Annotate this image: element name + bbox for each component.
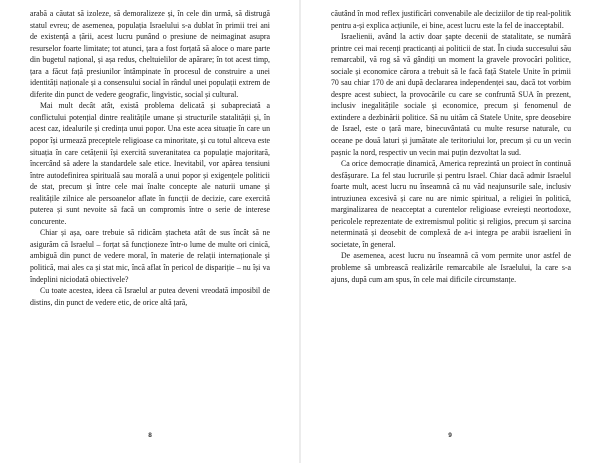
paragraph: arabă a căutat să izoleze, să demoralizeze și, în cele din urmă, să distrugă statul evreu; de asemenea, populația Israelului s-a dublat în primii trei ani de existență a țării, acest lucru punând o presiune de neimaginat asupra resurselor foarte limitate; tot atunci, țara a fost forțată să aloce o mare parte din bugetul național, și așa redus, cheltuielilor de apărare; în tot acest timp, țara a făcut față presiunilor întâmpinate în procesul de construire a unei identități naționale și a consensului social în rândul unei populații extrem de diferite din punct de vedere geografic, lingvistic, social și cultural. (30, 9, 270, 99)
left-page-text (30, 8, 270, 308)
paragraph: căutând în mod reflex justificări convenabile ale deciziilor de tip real-politik pentru a-și explica acțiunile, ei bine, acest lucru este la fel de inacceptabil. (331, 9, 571, 30)
paragraph: Chiar și așa, oare trebuie să ridicăm ștacheta atât de sus încât să ne asigurăm că Israelul – forțat să funcționeze într-o lume de multe ori cinică, ambiguă din punct de vedere moral, în materie de relații internaționale și politică, mai ales ca și stat mic, încă aflat în pericol de dispariție – nu își va îndeplini niciodată obiectivele? (30, 228, 270, 284)
paragraph: De asemenea, acest lucru nu înseamnă că vom permite unor astfel de probleme să umbrească realizările remarcabile ale Israelului, la care s-a ajuns, după cum am spus, în cele mai dificile circumstanțe. (331, 251, 571, 284)
paragraph: Mai mult decât atât, există problema delicată și subapreciată a conflictului potențial dintre realitățile umane și structurile statalității și, în acest caz, idealurile și credința unui popor. Una este acea situație în care un popor își urmează preceptele religioase ca minoritate, și cu totul altceva este situația în care cetățenii își exercită suveranitatea ca populație majoritară, încercând să adere la standardele sale etice. Inevitabil, vor apărea tensiuni între autodefinirea spirituală sau morală a unui popor și exigențele politicii de stat, precum și între cele mai înalte concepte ale naturii umane și realitățile zilnice ale persoanelor aflate în funcții de decizie, care exercită puterea și sunt nevoite să facă un compromis între o serie de interese concurente. (30, 101, 270, 226)
page-number: 9 (448, 432, 452, 439)
paragraph: Israelienii, având la activ doar șapte decenii de statalitate, se numără printre cei mai recenți practicanți ai politicii de stat. În ciuda succesului său remarcabil, vă rog să vă gândiți un moment la gravele provocări politice, sociale și economice cărora a trebuit să le facă față Statele Unite în primii 70 sau chiar 170 de ani după declararea independenței sau, dacă tot vorbim despre acest subiect, la provocările cu care se confruntă SUA în prezent, inclusiv inegalitățile sociale și economice, precum și fenomenul de extindere a dezbinării politice. Să nu uităm că Statele Unite, spre deosebire de Israel, este o țară mare, binecuvântată cu multe resurse naturale, cu oceane pe două laturi și jumătate ale teritoriului lor, precum și cu un vecin pașnic la nord, respectiv un vecin mai puțin dezvoltat la sud. (331, 32, 571, 157)
page-number: 8 (148, 432, 152, 439)
right-page (300, 0, 600, 463)
paragraph: Cu toate acestea, ideea că Israelul ar putea deveni vreodată imposibil de distins, din punct de vedere etic, de orice altă țară, (30, 286, 270, 307)
paragraph: Ca orice democrație dinamică, America reprezintă un proiect în continuă desfășurare. La fel stau lucrurile și pentru Israel. Chiar dacă admir Israelul foarte mult, acest lucru nu înseamnă că nu văd neajunsurile sale, inclusiv intruziunea excesivă și care nu are nimic spiritual, a religiei în politică, marginalizarea de neacceptat a curentelor religioase evreiești neortodoxe, pericolele reprezentate de extremismul politic și religios, precum și sarcina neterminată și deosebit de complexă de a-i integra pe arabii israelieni în societate, în general. (331, 159, 571, 249)
right-page-text (331, 8, 571, 285)
